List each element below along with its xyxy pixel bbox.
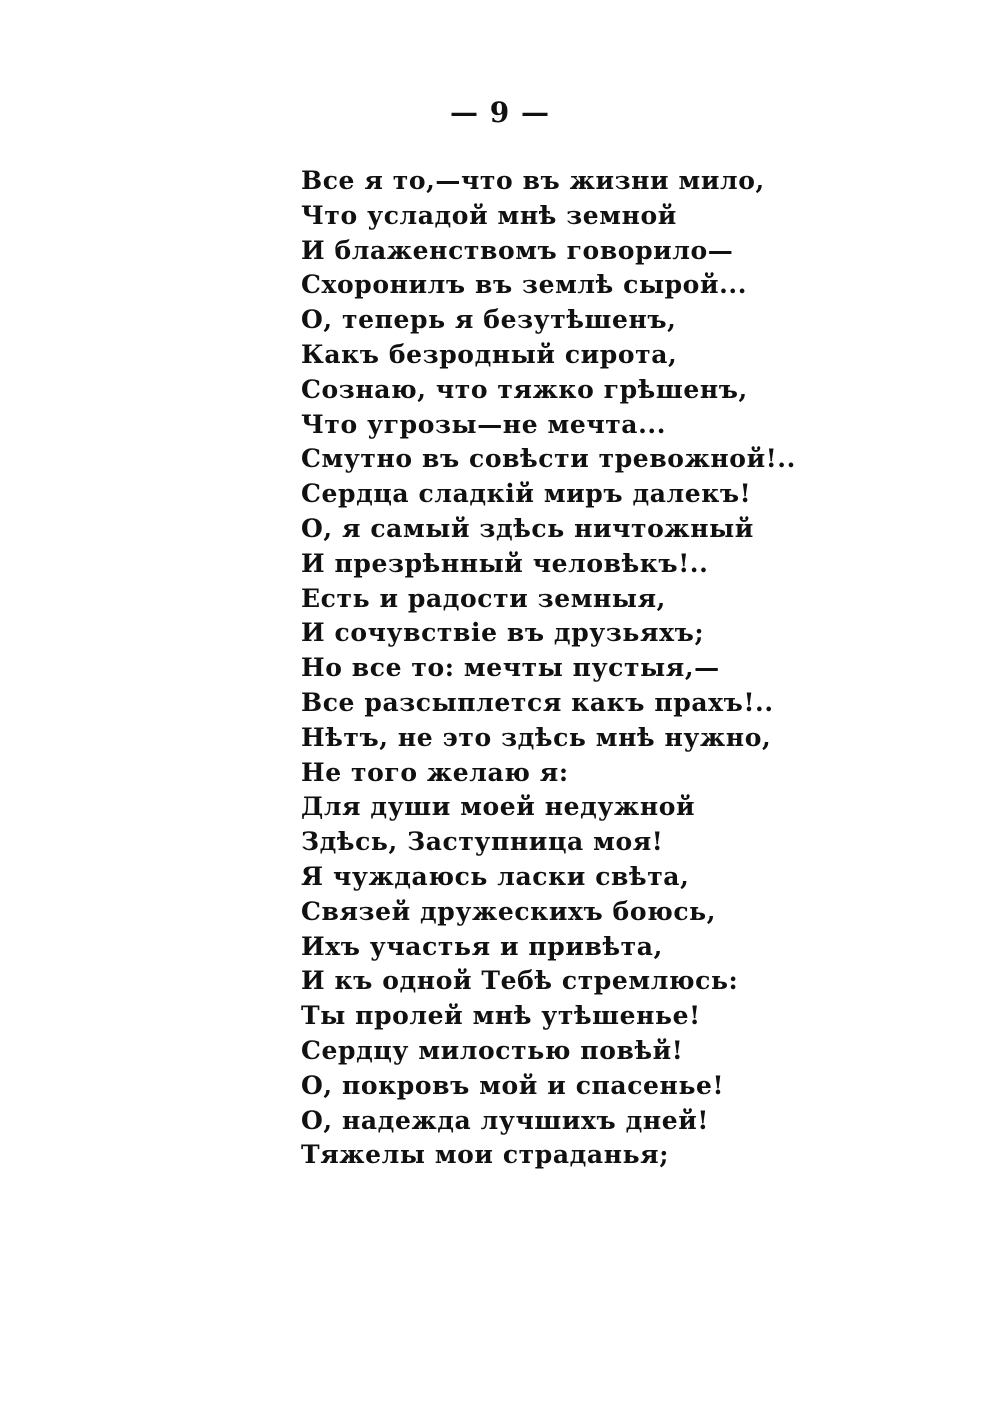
poem-line: Не того желаю я: (301, 757, 569, 787)
poem-line: И блаженствомъ говорило— (301, 235, 734, 265)
poem-line: Ихъ участья и привѣта, (301, 931, 663, 961)
poem-line: Но все то: мечты пустыя,— (301, 653, 720, 683)
poem-line: Сознаю, что тяжко грѣшенъ, (301, 374, 748, 404)
poem-line: И презрѣнный человѣкъ!.. (301, 548, 709, 578)
poem-line: Сердцу милостью повѣй! (301, 1035, 684, 1065)
poem-line: Я чуждаюсь ласки свѣта, (301, 861, 690, 891)
poem-line: И сочувствіе въ друзьяхъ; (301, 618, 705, 648)
poem-line: Что угрозы—не мечта... (301, 409, 667, 439)
poem-line: О, я самый здѣсь ничтожный (301, 513, 754, 543)
poem-line: Смутно въ совѣсти тревожной!.. (301, 444, 796, 474)
poem-line: Схоронилъ въ землѣ сырой... (301, 270, 748, 300)
poem-line: Какъ безродный сирота, (301, 339, 678, 369)
poem-line: Есть и радости земныя, (301, 583, 666, 613)
poem-line: Здѣсь, Заступница моя! (301, 827, 664, 857)
poem-line: О, покровъ мой и спасенье! (301, 1070, 725, 1100)
poem-line: О, теперь я безутѣшенъ, (301, 305, 677, 335)
page-number: — 9 — (450, 96, 550, 129)
poem-line: Связей дружескихъ боюсь, (301, 896, 717, 926)
poem-line: Все разсыплется какъ прахъ!.. (301, 687, 774, 717)
poem-line: Нѣтъ, не это здѣсь мнѣ нужно, (301, 722, 772, 752)
poem-line: О, надежда лучшихъ дней! (301, 1105, 709, 1135)
poem-line: Сердца сладкій миръ далекъ! (301, 479, 752, 509)
poem-text (301, 164, 821, 1173)
poem-line: Тяжелы мои страданья; (301, 1140, 670, 1170)
poem-line: Ты пролей мнѣ утѣшенье! (301, 1001, 701, 1031)
poem-line: Все я то,—что въ жизни мило, (301, 166, 765, 195)
poem-line: Что усладой мнѣ земной (301, 200, 677, 230)
poem-line: Для души моей недужной (301, 792, 696, 822)
poem-line: И къ одной Тебѣ стремлюсь: (301, 966, 739, 996)
